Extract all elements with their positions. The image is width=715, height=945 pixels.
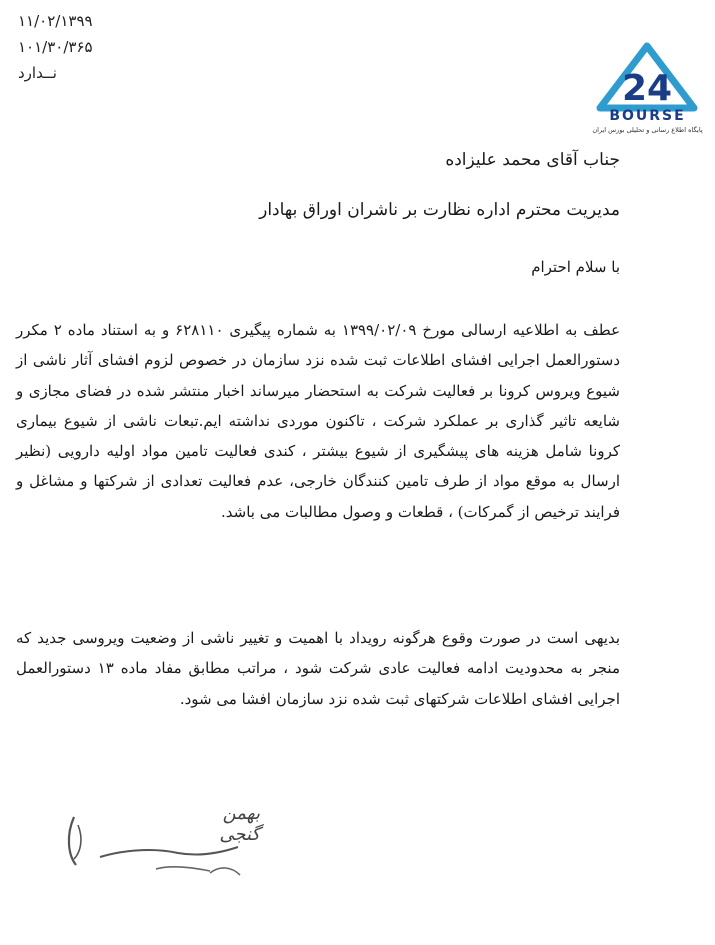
logo-triangle-icon bbox=[590, 42, 705, 112]
letter-number: ۱۰۱/۳۰/۳۶۵ bbox=[18, 38, 93, 56]
letter-attachment: نــدارد bbox=[18, 64, 57, 82]
logo-caption: پایگاه اطلاع رسانی و تحلیلی بورس ایران bbox=[592, 126, 703, 134]
signatory-name: بهمن گنجی bbox=[219, 803, 260, 845]
logo-numeral: 24 bbox=[621, 68, 673, 109]
logo-word: BOURSE bbox=[609, 108, 686, 124]
bourse-logo bbox=[590, 42, 705, 142]
salutation: جناب آقای محمد علیزاده bbox=[445, 150, 620, 170]
letter-date: ۱۱/۰۲/۱۳۹۹ bbox=[18, 12, 93, 30]
letter-meta bbox=[18, 8, 93, 86]
recipient: مدیریت محترم اداره نظارت بر ناشران اوراق بهادار bbox=[259, 200, 620, 220]
body-paragraph-2: بدیهی است در صورت وقوع هرگونه رویداد با اهمیت و تغییر ناشی از وضعیت ویروسی جدید که منجر به محدودیت ادامه فعالیت عادی شرکت شود ، مراتب مطابق مفاد ماده ۱۳ دستورالعمل اجرایی افشای اطلاعات شرکتهای ثبت شده نزد سازمان افشا می شود. bbox=[16, 629, 620, 708]
signature bbox=[60, 795, 260, 885]
greeting: با سلام احترام bbox=[531, 258, 620, 276]
body-paragraph-1: عطف به اطلاعیه ارسالی مورخ ۱۳۹۹/۰۲/۰۹ به شماره پیگیری ۶۲۸۱۱۰ و به استناد ماده ۲ مکرر دستورالعمل اجرایی افشای اطلاعات ثبت شده نزد سازمان در خصوص لزوم افشای آثار ناشی از شیوع ویروس کرونا بر فعالیت شرکت به استحضار میرساند اخبار منتشر شده در فضای مجازی و شایعه تاثیر گذاری بر عملکرد شرکت ، تاکنون موردی نداشته ایم.تبعات ناشی از شیوع بیماری کرونا شامل هزینه های پیشگیری از شیوع بیشتر ، کندی فعالیت تامین مواد اولیه دارویی (نظیر ارسال به موقع مواد از طرف تامین کنندگان خارجی، عدم فعالیت تعدادی از شرکتها و مشاغل و فرایند ترخیص از گمرکات) ، قطعات و وصول مطالبات می باشد. bbox=[16, 321, 621, 521]
